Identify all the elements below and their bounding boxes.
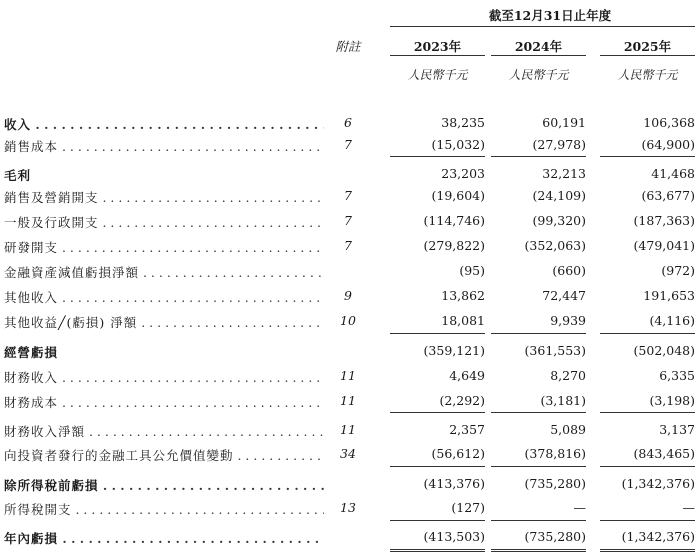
subtotal-rule-2024: [491, 520, 586, 521]
row-label: 經營虧損: [4, 345, 59, 360]
row-value-2025: (843,465): [633, 446, 695, 461]
row-label: 一般及行政開支 . . .: [4, 213, 324, 231]
row-value-2025: (479,041): [633, 238, 695, 253]
table-row: [0, 134, 700, 156]
row-value-2025: 6,335: [659, 368, 695, 383]
row-label: 財務收入淨額 . . .: [4, 422, 324, 440]
table-row: [0, 497, 700, 519]
row-value-2023: (127): [451, 500, 485, 515]
row-value-2024: (27,978): [532, 137, 586, 152]
row-label: 毛利: [4, 168, 32, 183]
table-row: [0, 163, 700, 185]
row-note: 7: [344, 213, 352, 228]
row-note: 7: [344, 137, 352, 152]
unit-label-2023: 人民幣千元: [407, 68, 468, 82]
subtotal-rule-2024: [491, 333, 586, 334]
subtotal-rule-2023: [390, 520, 485, 521]
row-value-2025: (4,116): [649, 313, 695, 328]
row-value-2024: 9,939: [550, 313, 586, 328]
row-note: 11: [340, 368, 356, 383]
subtotal-rule-2023: [390, 333, 485, 334]
table-row: [0, 285, 700, 307]
row-value-2024: (378,816): [524, 446, 586, 461]
row-value-2024: (361,553): [524, 343, 586, 358]
row-value-2023: 2,357: [449, 422, 485, 437]
subtotal-rule-2025: [600, 156, 695, 157]
row-value-2024: (99,320): [532, 213, 586, 228]
table-row: [0, 310, 700, 332]
row-value-2025: (1,342,376): [621, 476, 695, 491]
row-value-2023: (95): [459, 263, 485, 278]
row-value-2023: 13,862: [441, 288, 485, 303]
row-value-2024: —: [573, 500, 586, 515]
row-value-2023: (359,121): [423, 343, 485, 358]
row-value-2023: 18,081: [441, 313, 485, 328]
row-value-2025: 3,137: [659, 422, 695, 437]
table-row: [0, 419, 700, 441]
row-note: 13: [340, 500, 356, 515]
table-row: [0, 185, 700, 207]
note-column-header: 附註: [335, 39, 361, 54]
row-value-2023: (114,746): [423, 213, 485, 228]
row-value-2025: 41,468: [651, 166, 695, 181]
row-value-2024: (352,063): [524, 238, 586, 253]
subtotal-rule-2023: [390, 412, 485, 413]
row-note: 9: [344, 288, 352, 303]
row-value-2024: 72,447: [542, 288, 586, 303]
row-value-2024: 8,270: [550, 368, 586, 383]
total-double-rule-2025: [600, 549, 695, 552]
total-double-rule-2024: [491, 549, 586, 552]
row-label: 研發開支 . . .: [4, 238, 324, 256]
row-note: 11: [340, 422, 356, 437]
row-label: 除所得稅前虧損 . . .: [4, 476, 324, 494]
row-value-2024: (735,280): [524, 529, 586, 544]
row-value-2025: (63,677): [641, 188, 695, 203]
row-value-2023: (19,604): [431, 188, 485, 203]
row-value-2024: (24,109): [532, 188, 586, 203]
table-row: [0, 260, 700, 282]
table-row: [0, 526, 700, 548]
row-note: 7: [344, 188, 352, 203]
row-note: 11: [340, 393, 356, 408]
row-value-2025: (1,342,376): [621, 529, 695, 544]
subtotal-rule-2025: [600, 333, 695, 334]
row-value-2024: (3,181): [540, 393, 586, 408]
row-value-2025: (972): [661, 263, 695, 278]
subtotal-rule-2023: [390, 466, 485, 467]
row-value-2025: 191,653: [643, 288, 695, 303]
period-underline: [390, 26, 695, 27]
row-label: 銷售成本 . . .: [4, 137, 324, 155]
row-label: 金融資產減值虧損淨額 . . .: [4, 263, 324, 281]
row-value-2025: —: [682, 500, 695, 515]
row-note: 34: [340, 446, 356, 461]
table-row: [0, 112, 700, 134]
year-header-2025: 2025年: [623, 39, 672, 54]
row-value-2023: 38,235: [441, 115, 485, 130]
row-note: 7: [344, 238, 352, 253]
subtotal-rule-2024: [491, 156, 586, 157]
year-underline-2025: [600, 55, 695, 56]
unit-label-2025: 人民幣千元: [617, 68, 678, 82]
period-header: 截至12月31日止年度: [488, 8, 612, 23]
row-value-2023: (413,503): [423, 529, 485, 544]
row-value-2023: (56,612): [431, 446, 485, 461]
row-value-2024: (660): [552, 263, 586, 278]
row-label: 財務收入 . . .: [4, 368, 324, 386]
row-note: 10: [340, 313, 356, 328]
row-value-2025: (187,363): [633, 213, 695, 228]
row-value-2024: (735,280): [524, 476, 586, 491]
table-row: [0, 443, 700, 465]
row-value-2023: 23,203: [441, 166, 485, 181]
unit-label-2024: 人民幣千元: [508, 68, 569, 82]
year-header-2024: 2024年: [514, 39, 563, 54]
subtotal-rule-2025: [600, 520, 695, 521]
row-note: 6: [344, 115, 352, 130]
table-row: [0, 390, 700, 412]
row-value-2023: (15,032): [431, 137, 485, 152]
year-underline-2024: [491, 55, 586, 56]
subtotal-rule-2024: [491, 466, 586, 467]
row-value-2023: 4,649: [449, 368, 485, 383]
table-row: [0, 210, 700, 232]
row-label: 其他收入 . . .: [4, 288, 324, 306]
row-value-2023: (279,822): [423, 238, 485, 253]
table-row: [0, 235, 700, 257]
row-value-2025: (3,198): [649, 393, 695, 408]
subtotal-rule-2025: [600, 466, 695, 467]
row-label: 所得稅開支 . . .: [4, 500, 324, 518]
table-row: [0, 365, 700, 387]
subtotal-rule-2025: [600, 412, 695, 413]
row-value-2024: 60,191: [542, 115, 586, 130]
row-label: 銷售及營銷開支 . . .: [4, 188, 324, 206]
row-value-2025: (64,900): [641, 137, 695, 152]
row-value-2025: 106,368: [643, 115, 695, 130]
year-underline-2023: [390, 55, 485, 56]
table-row: [0, 473, 700, 495]
row-value-2023: (2,292): [439, 393, 485, 408]
subtotal-rule-2024: [491, 412, 586, 413]
row-value-2024: 5,089: [550, 422, 586, 437]
row-label: 年內虧損 . . .: [4, 529, 324, 547]
row-value-2024: 32,213: [542, 166, 586, 181]
row-label: 向投資者發行的金融工具公允價值變動 . . .: [4, 446, 324, 464]
subtotal-rule-2023: [390, 156, 485, 157]
year-header-2023: 2023年: [413, 39, 462, 54]
row-value-2023: (413,376): [423, 476, 485, 491]
row-label: 財務成本 . . .: [4, 393, 324, 411]
total-double-rule-2023: [390, 549, 485, 552]
table-row: [0, 340, 700, 362]
row-label: 其他收益╱(虧損) 淨額 . . .: [4, 313, 324, 331]
row-value-2025: (502,048): [633, 343, 695, 358]
row-label: 收入 . . .: [4, 115, 324, 133]
